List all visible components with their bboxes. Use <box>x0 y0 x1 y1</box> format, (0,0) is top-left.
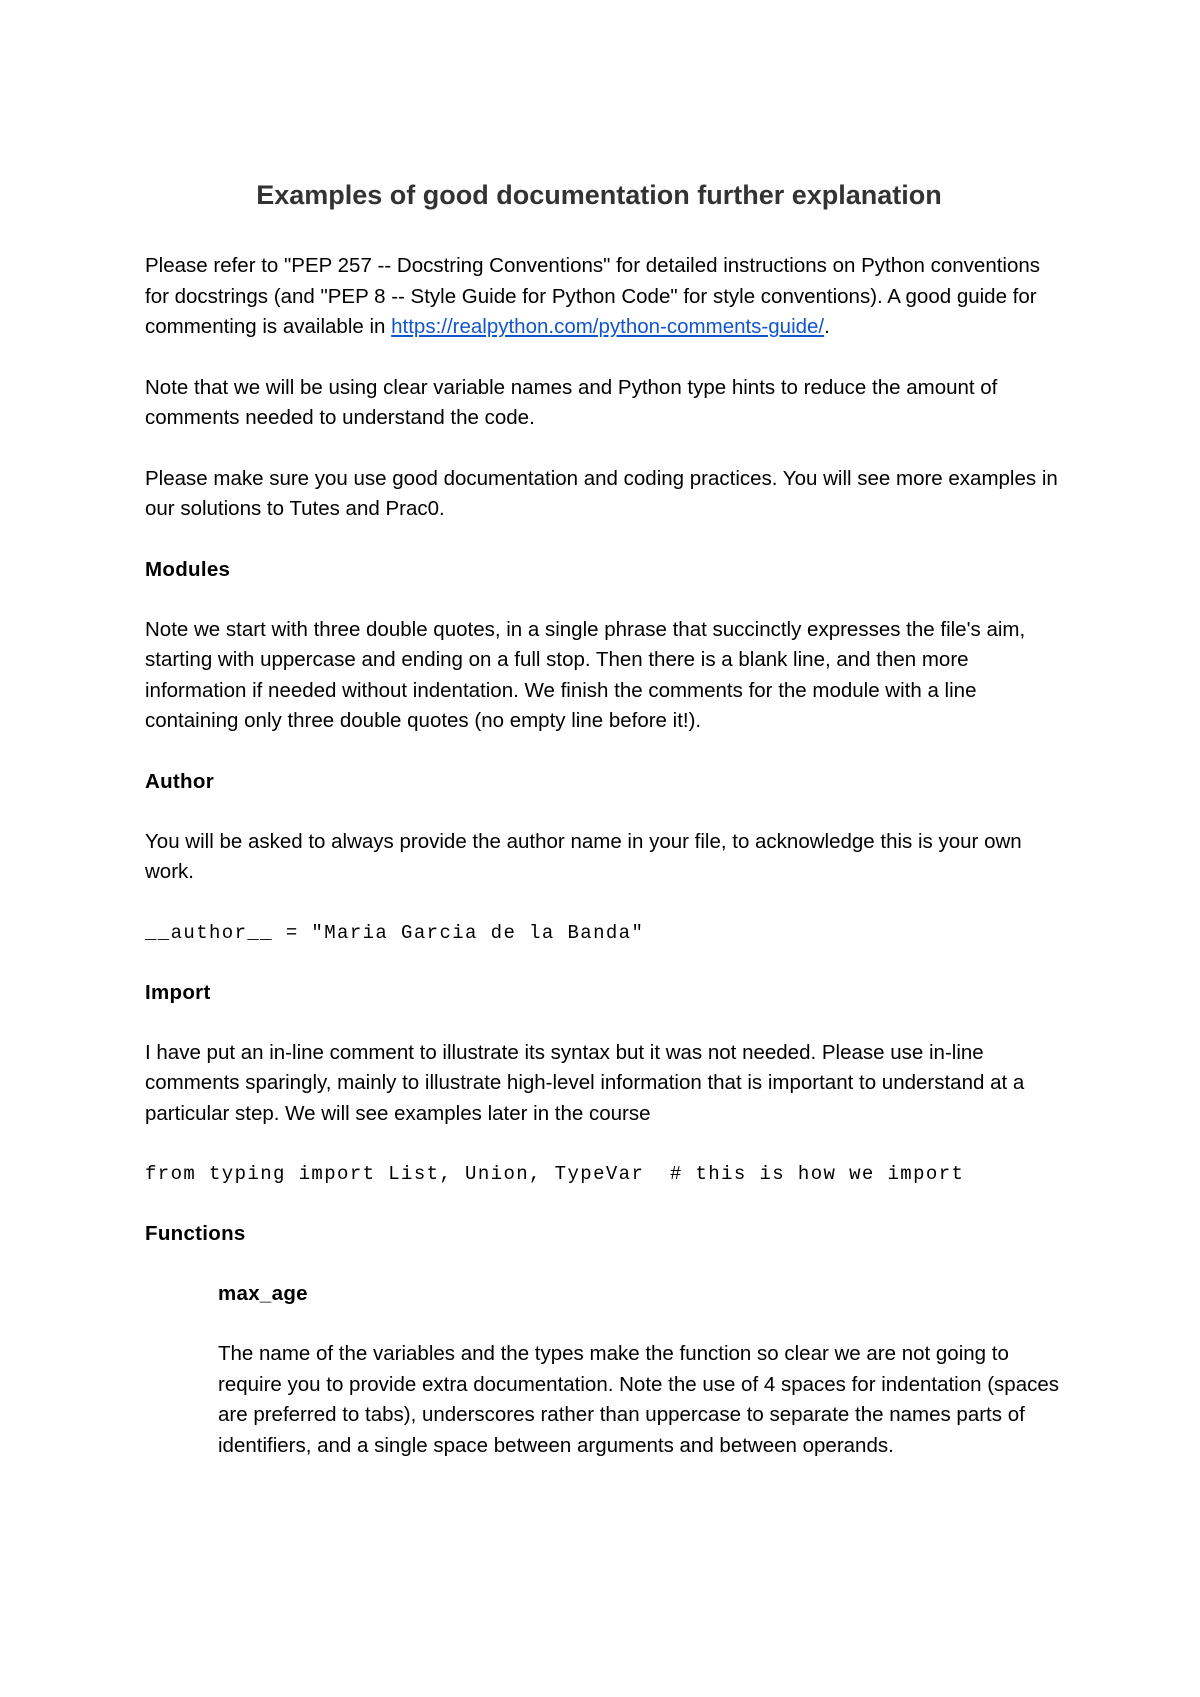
document-content <box>145 178 1065 1491</box>
max-age-heading: max_age <box>218 1282 308 1306</box>
import-paragraph: I have put an in-line comment to illustrate its syntax but it was not needed. Please use in-line comments sparingly, mainly to illustrate high-level information that is important to understand at a particular step. We will see examples later in the course <box>145 1040 1025 1125</box>
modules-heading: Modules <box>145 557 231 581</box>
functions-heading: Functions <box>145 1222 246 1246</box>
import-code-line: from typing import List, Union, TypeVar # this is how we import <box>145 1163 965 1186</box>
intro-paragraph <box>145 251 1065 343</box>
max-age-section <box>218 1279 1065 1461</box>
author-heading: Author <box>145 769 214 793</box>
author-paragraph: You will be asked to always provide the author name in your file, to acknowledge this is your own work. <box>145 829 1022 884</box>
practices-paragraph: Please make sure you use good documentation and coding practices. You will see more examples in our solutions to Tutes and Prac0. <box>145 466 1058 521</box>
intro-text: Please refer to "PEP 257 -- Docstring Conventions" for detailed instructions on Python conventions for docstrings (and "PEP 8 -- Style Guide for Python Code" for style conventions). A good guide for commenting is available in <box>145 254 1041 339</box>
realpython-link[interactable]: https://realpython.com/python-comments-guide/ <box>391 315 825 339</box>
modules-paragraph: Note we start with three double quotes, in a single phrase that succinctly expresses the file's aim, starting with uppercase and ending on a full stop. Then there is a blank line, and then more information if needed without indentation. We finish the comments for the module with a line containing only three double quotes (no empty line before it!). <box>145 617 1026 733</box>
page-title: Examples of good documentation further explanation <box>256 180 942 210</box>
intro-trailing-text: . <box>824 315 830 339</box>
import-heading: Import <box>145 980 211 1004</box>
max-age-paragraph: The name of the variables and the types make the function so clear we are not going to require you to provide extra documentation. Note the use of 4 spaces for indentation (spaces are preferred to tabs), underscores rather than uppercase to separate the names parts of identifiers, and a single space between arguments and between operands. <box>218 1342 1060 1457</box>
author-code-line: __author__ = "Maria Garcia de la Banda" <box>145 921 645 944</box>
type-hints-paragraph: Note that we will be using clear variable names and Python type hints to reduce the amount of comments needed to understand the code. <box>145 375 998 430</box>
